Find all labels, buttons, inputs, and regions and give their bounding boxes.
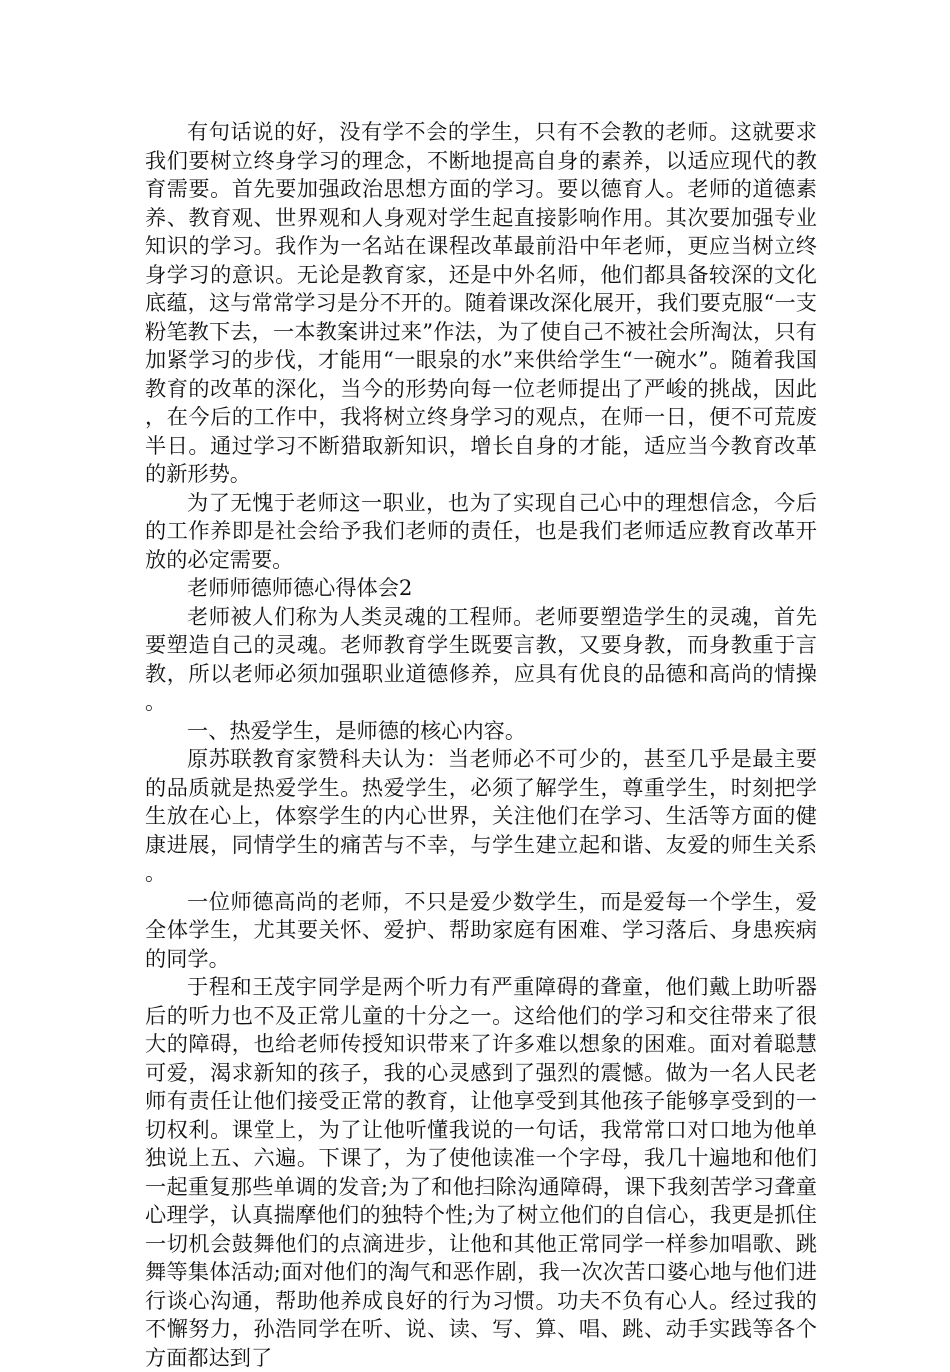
paragraph-love-every-student: 一位师德高尚的老师，不只是爱少数学生，而是爱每一个学生，爱全体学生，尤其要关怀、爱护、帮助家庭有困难、学习落后、身患疾病的同学。 <box>145 888 817 971</box>
subheading-love-students: 一、热爱学生，是师德的核心内容。 <box>187 717 527 743</box>
paragraph-zankov: 原苏联教育家赞科夫认为：当老师必不可少的，甚至几乎是最主要的品质就是热爱学生。热爱学生，必须了解学生，尊重学生，时刻把学生放在心上，体察学生的内心世界，关注他们在学习、生活等方面的健康进展，同情学生的痛苦与不幸，与学生建立起和谐、友爱的师生关系。 <box>145 746 817 885</box>
section-title: 老师师德师德心得体会2 <box>187 575 413 600</box>
paragraph-lifelong-learning: 有句话说的好，没有学不会的学生，只有不会教的老师。这就要求我们要树立终身学习的理念，不断地提高自身的素养，以适应现代的教育需要。首先要加强政治思想方面的学习。要以德育人。老师的道德素养、教育观、世界观和人身观对学生起直接影响作用。其次要加强专业知识的学习。我作为一名站在课程改革最前沿中年老师，更应当树立终身学习的意识。无论是教育家，还是中外名师，他们都具备较深的文化底蕴，这与常常学习是分不开的。随着课改深化展开，我们要克服“一支粉笔教下去，一本教案讲过来”作法，为了使自己不被社会所淘汰，只有加紧学习的步伐，才能用“一眼泉的水”来供给学生“一碗水”。随着我国教育的改革的深化，当今的形势向每一位老师提出了严峻的挑战，因此，在今后的工作中，我将树立终身学习的观点，在师一日，便不可荒废半日。通过学习不断猎取新知识，增长自身的才能，适应当今教育改革的新形势。 <box>145 119 817 486</box>
paragraph-deaf-students: 于程和王茂宇同学是两个听力有严重障碍的聋童，他们戴上助听器后的听力也不及正常儿童的十分之一。这给他们的学习和交往带来了很大的障碍，也给老师传授知识带来了许多难以想象的困难。面对着聪慧可爱，渴求新知的孩子，我的心灵感到了强烈的震憾。做为一名人民老师有责任让他们接受正常的教育，让他享受到其他孩子能够享受到的一切权利。课堂上，为了让他听懂我说的一句话，我常常口对口地为他单独说上五、六遍。下课了，为了使他读准一个字母，我几十遍地和他们一起重复那些单调的发音;为了和他扫除沟通障碍，课下我刻苦学习聋童心理学，认真揣摩他们的独特个性;为了树立他们的自信心，我更是抓住一切机会鼓舞他们的点滴进步，让他和其他正常同学一样参加唱歌、跳舞等集体活动;面对他们的淘气和恶作剧，我一次次苦口婆心地与他们进行谈心沟通，帮助他养成良好的行为习惯。功夫不负有心人。经过我的不懈努力，孙浩同学在听、说、读、写、算、唱、跳、动手实践等各个方面都达到了 <box>145 974 817 1370</box>
paragraph-soul-engineer: 老师被人们称为人类灵魂的工程师。老师要塑造学生的灵魂，首先要塑造自己的灵魂。老师教育学生既要言教，又要身教，而身教重于言教，所以老师必须加强职业道德修养，应具有优良的品德和高尚的情操。 <box>145 603 817 714</box>
body-text <box>145 118 817 1372</box>
paragraph-responsibility: 为了无愧于老师这一职业，也为了实现自己心中的理想信念，今后的工作养即是社会给予我们老师的责任，也是我们老师适应教育改革开放的必定需要。 <box>145 489 817 572</box>
